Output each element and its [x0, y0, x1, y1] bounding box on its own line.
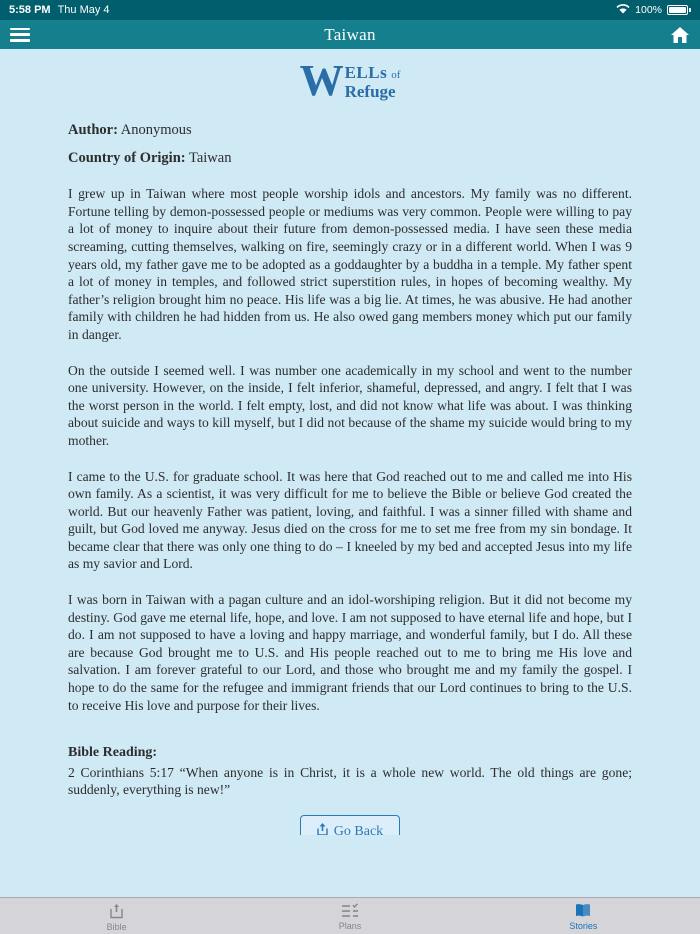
story-paragraph: I grew up in Taiwan where most people worship idols and ancestors. My family was no different. Fortune telling by demon-possessed people or mediums was very common. People were willing to pay a lot of money to inquire about their future from demon-possessed media. I have seen these media screaming, cutting themselves, walking on fire, seemingly crazy or in a different world. When I was 9 years old, my father gave me to be adopted as a goddaughter by a buddha in a temple. My father spent a lot of money in temples, and followed strict superstition rules, in hopes of becoming wealthy. My father’s religion brought him no peace. His life was a big lie. At times, he was abusive. He had another family with children he had hidden from us. He also owed gang members money which put our family in danger.	[68, 186, 632, 342]
logo-ells-text: ELLs	[344, 63, 388, 82]
tab-bible[interactable]	[0, 898, 233, 934]
tab-bible-label: Bible	[106, 921, 127, 932]
status-time: 5:58 PM	[9, 4, 51, 16]
nav-bar	[0, 20, 700, 49]
status-date: Thu May 4	[57, 4, 110, 16]
wells-of-refuge-logo	[0, 56, 700, 105]
author-value: Anonymous	[120, 122, 192, 138]
share-icon	[317, 823, 328, 835]
go-back-label: Go Back	[333, 824, 384, 835]
tab-stories[interactable]	[467, 898, 700, 934]
author-line	[68, 122, 632, 140]
bible-icon	[108, 903, 125, 921]
plans-icon	[341, 903, 359, 920]
logo-of-text: of	[391, 69, 401, 81]
battery-nub	[689, 8, 691, 12]
origin-label: Country of Origin:	[68, 149, 186, 166]
origin-line	[68, 150, 632, 168]
story-paragraph: On the outside I seemed well. I was number one academically in my school and went to the number one university. However, on the inside, I felt inferior, shameful, depressed, and angry. I felt that I was the worst person in the world. I felt empty, lost, and did not know what life was about. I was thinking about suicide and ways to kill myself, but I did not because of the shame my suicide would bring to my mother.	[68, 362, 632, 448]
battery-icon	[667, 5, 688, 15]
tab-plans[interactable]	[233, 898, 466, 934]
go-back-clip	[0, 815, 700, 835]
stories-icon	[574, 903, 592, 920]
author-label: Author:	[68, 122, 118, 138]
story-article	[0, 122, 700, 799]
wifi-icon	[616, 3, 630, 17]
battery-percent: 100%	[635, 4, 662, 16]
logo-big-w: W	[299, 56, 344, 105]
tab-bar	[0, 897, 700, 934]
home-icon[interactable]	[670, 27, 690, 43]
content-area[interactable]	[0, 49, 700, 897]
story-paragraph: I was born in Taiwan with a pagan culture and an idol-worshiping religion. But it did not become my destiny. God gave me eternal life, hope, and love. I am not supposed to have eternal life and hope, but I do. I am not supposed to have a loving and happy marriage, and wonderful family, but I do. All these are because God brought me to U.S. and His people reached out to me to bring me His love and salvation. I am forever grateful to our Lord, and those who brought me and my family the gospel. I hope to do the same for the refugee and immigrant friends that our Lord continues to bring to the U.S. to receive His love and purpose for their lives.	[68, 592, 632, 713]
status-bar	[0, 0, 700, 20]
status-right	[616, 3, 691, 17]
go-back-button[interactable]	[300, 815, 400, 835]
logo-refuge-text: Refuge	[344, 82, 396, 101]
status-left	[9, 4, 110, 16]
origin-value: Taiwan	[188, 149, 232, 166]
logo-right-block	[345, 62, 401, 100]
menu-icon[interactable]	[10, 28, 30, 42]
tab-stories-label: Stories	[569, 921, 598, 931]
bible-reading-text: 2 Corinthians 5:17 “When anyone is in Christ, it is a whole new world. The old things are gone; suddenly, everything is new!”	[68, 764, 632, 798]
story-paragraph: I came to the U.S. for graduate school. It was here that God reached out to me and called me into His own family. As a scientist, it was very difficult for me to believe the Bible or believe God created the world. But our heavenly Father was patient, loving, and faithful. I was a sinner filled with shame and guilt, but God loved me anyway. Jesus died on the cross for me to set me free from my sin bondage. It became clear that there was only one thing to do – I kneeled by my bed and accepted Jesus into my life as my savior and Lord.	[68, 468, 632, 572]
page-title: Taiwan	[324, 24, 376, 44]
bible-reading-label: Bible Reading:	[68, 745, 158, 761]
tab-plans-label: Plans	[338, 921, 362, 931]
